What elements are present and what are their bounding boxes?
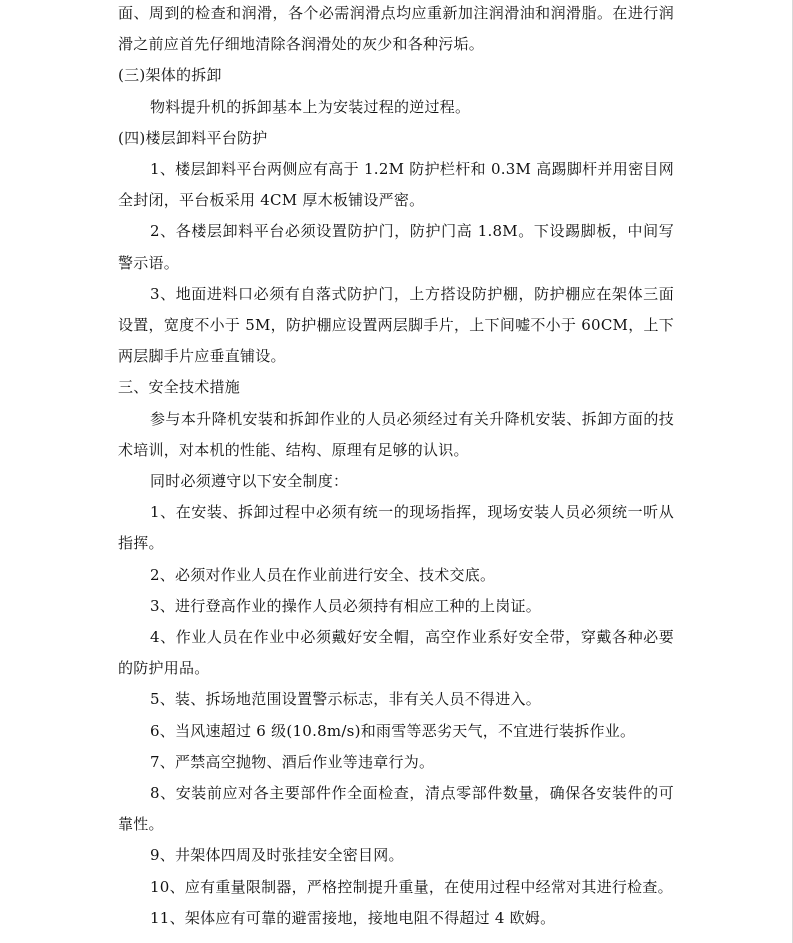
list-item-safety-11: 11、架体应有可靠的避雷接地，接地电阻不得超过 4 欧姆。 <box>150 908 556 927</box>
list-item-safety-3: 3、进行登高作业的操作人员必须持有相应工种的上岗证。 <box>150 596 542 615</box>
section-heading-platform: (四)楼层卸料平台防护 <box>118 128 268 147</box>
paragraph-safety-intro: 参与本升降机安装和拆卸作业的人员必须经过有关升降机安装、拆卸方面的技术培训，对本机的性能、结构、原理有足够的认识。 <box>118 409 674 459</box>
paragraph-3: 物料提升机的拆卸基本上为安装过程的逆过程。 <box>150 97 471 116</box>
list-item-safety-1: 1、在安装、拆卸过程中必须有统一的现场指挥，现场安装人员必须统一听从指挥。 <box>118 503 674 553</box>
list-item-safety-9: 9、井架体四周及时张挂安全密目网。 <box>150 846 404 865</box>
list-item-safety-10: 10、应有重量限制器，严格控制提升重量，在使用过程中经常对其进行检查。 <box>150 877 673 896</box>
list-item-safety-4: 4、作业人员在作业中必须戴好安全帽，高空作业系好安全带，穿戴各种必要的防护用品。 <box>118 628 674 678</box>
section-heading-safety: 三、安全技术措施 <box>118 378 241 397</box>
list-item-platform-1: 1、楼层卸料平台两侧应有高于 1.2M 防护栏杆和 0.3M 高踢脚杆并用密目网全封闭，平台板采用 4CM 厚木板铺设严密。 <box>118 160 674 210</box>
list-item-safety-8: 8、安装前应对各主要部件作全面检查，清点零部件数量，确保各安装件的可靠性。 <box>118 784 674 834</box>
paragraph-1: 面、周到的检查和润滑，各个必需润滑点均应重新加注润滑油和润滑脂。在进行润滑之前应首先仔细地清除各润滑处的灰少和各种污垢。 <box>118 4 674 54</box>
list-item-safety-5: 5、装、拆场地范围设置警示标志，非有关人员不得进入。 <box>150 690 542 709</box>
list-item-safety-6: 6、当风速超过 6 级(10.8m/s)和雨雪等恶劣天气，不宜进行装拆作业。 <box>150 721 636 740</box>
list-item-platform-3: 3、地面进料口必须有自落式防护门，上方搭设防护棚，防护棚应在架体三面设置，宽度不小于 5M，防护棚应设置两层脚手片，上下间嘘不小于 60CM，上下两层脚手片应垂直铺设。 <box>118 284 674 366</box>
document-body <box>118 0 674 934</box>
paragraph-safety-rules: 同时必须遵守以下安全制度： <box>150 472 349 491</box>
list-item-platform-2: 2、各楼层卸料平台必须设置防护门，防护门高 1.8M。下设踢脚板，中间写警示语。 <box>118 222 674 272</box>
list-item-safety-7: 7、严禁高空抛物、酒后作业等违章行为。 <box>150 752 435 771</box>
list-item-safety-2: 2、必须对作业人员在作业前进行安全、技术交底。 <box>150 565 496 584</box>
section-heading-dismantle: (三)架体的拆卸 <box>118 66 222 85</box>
